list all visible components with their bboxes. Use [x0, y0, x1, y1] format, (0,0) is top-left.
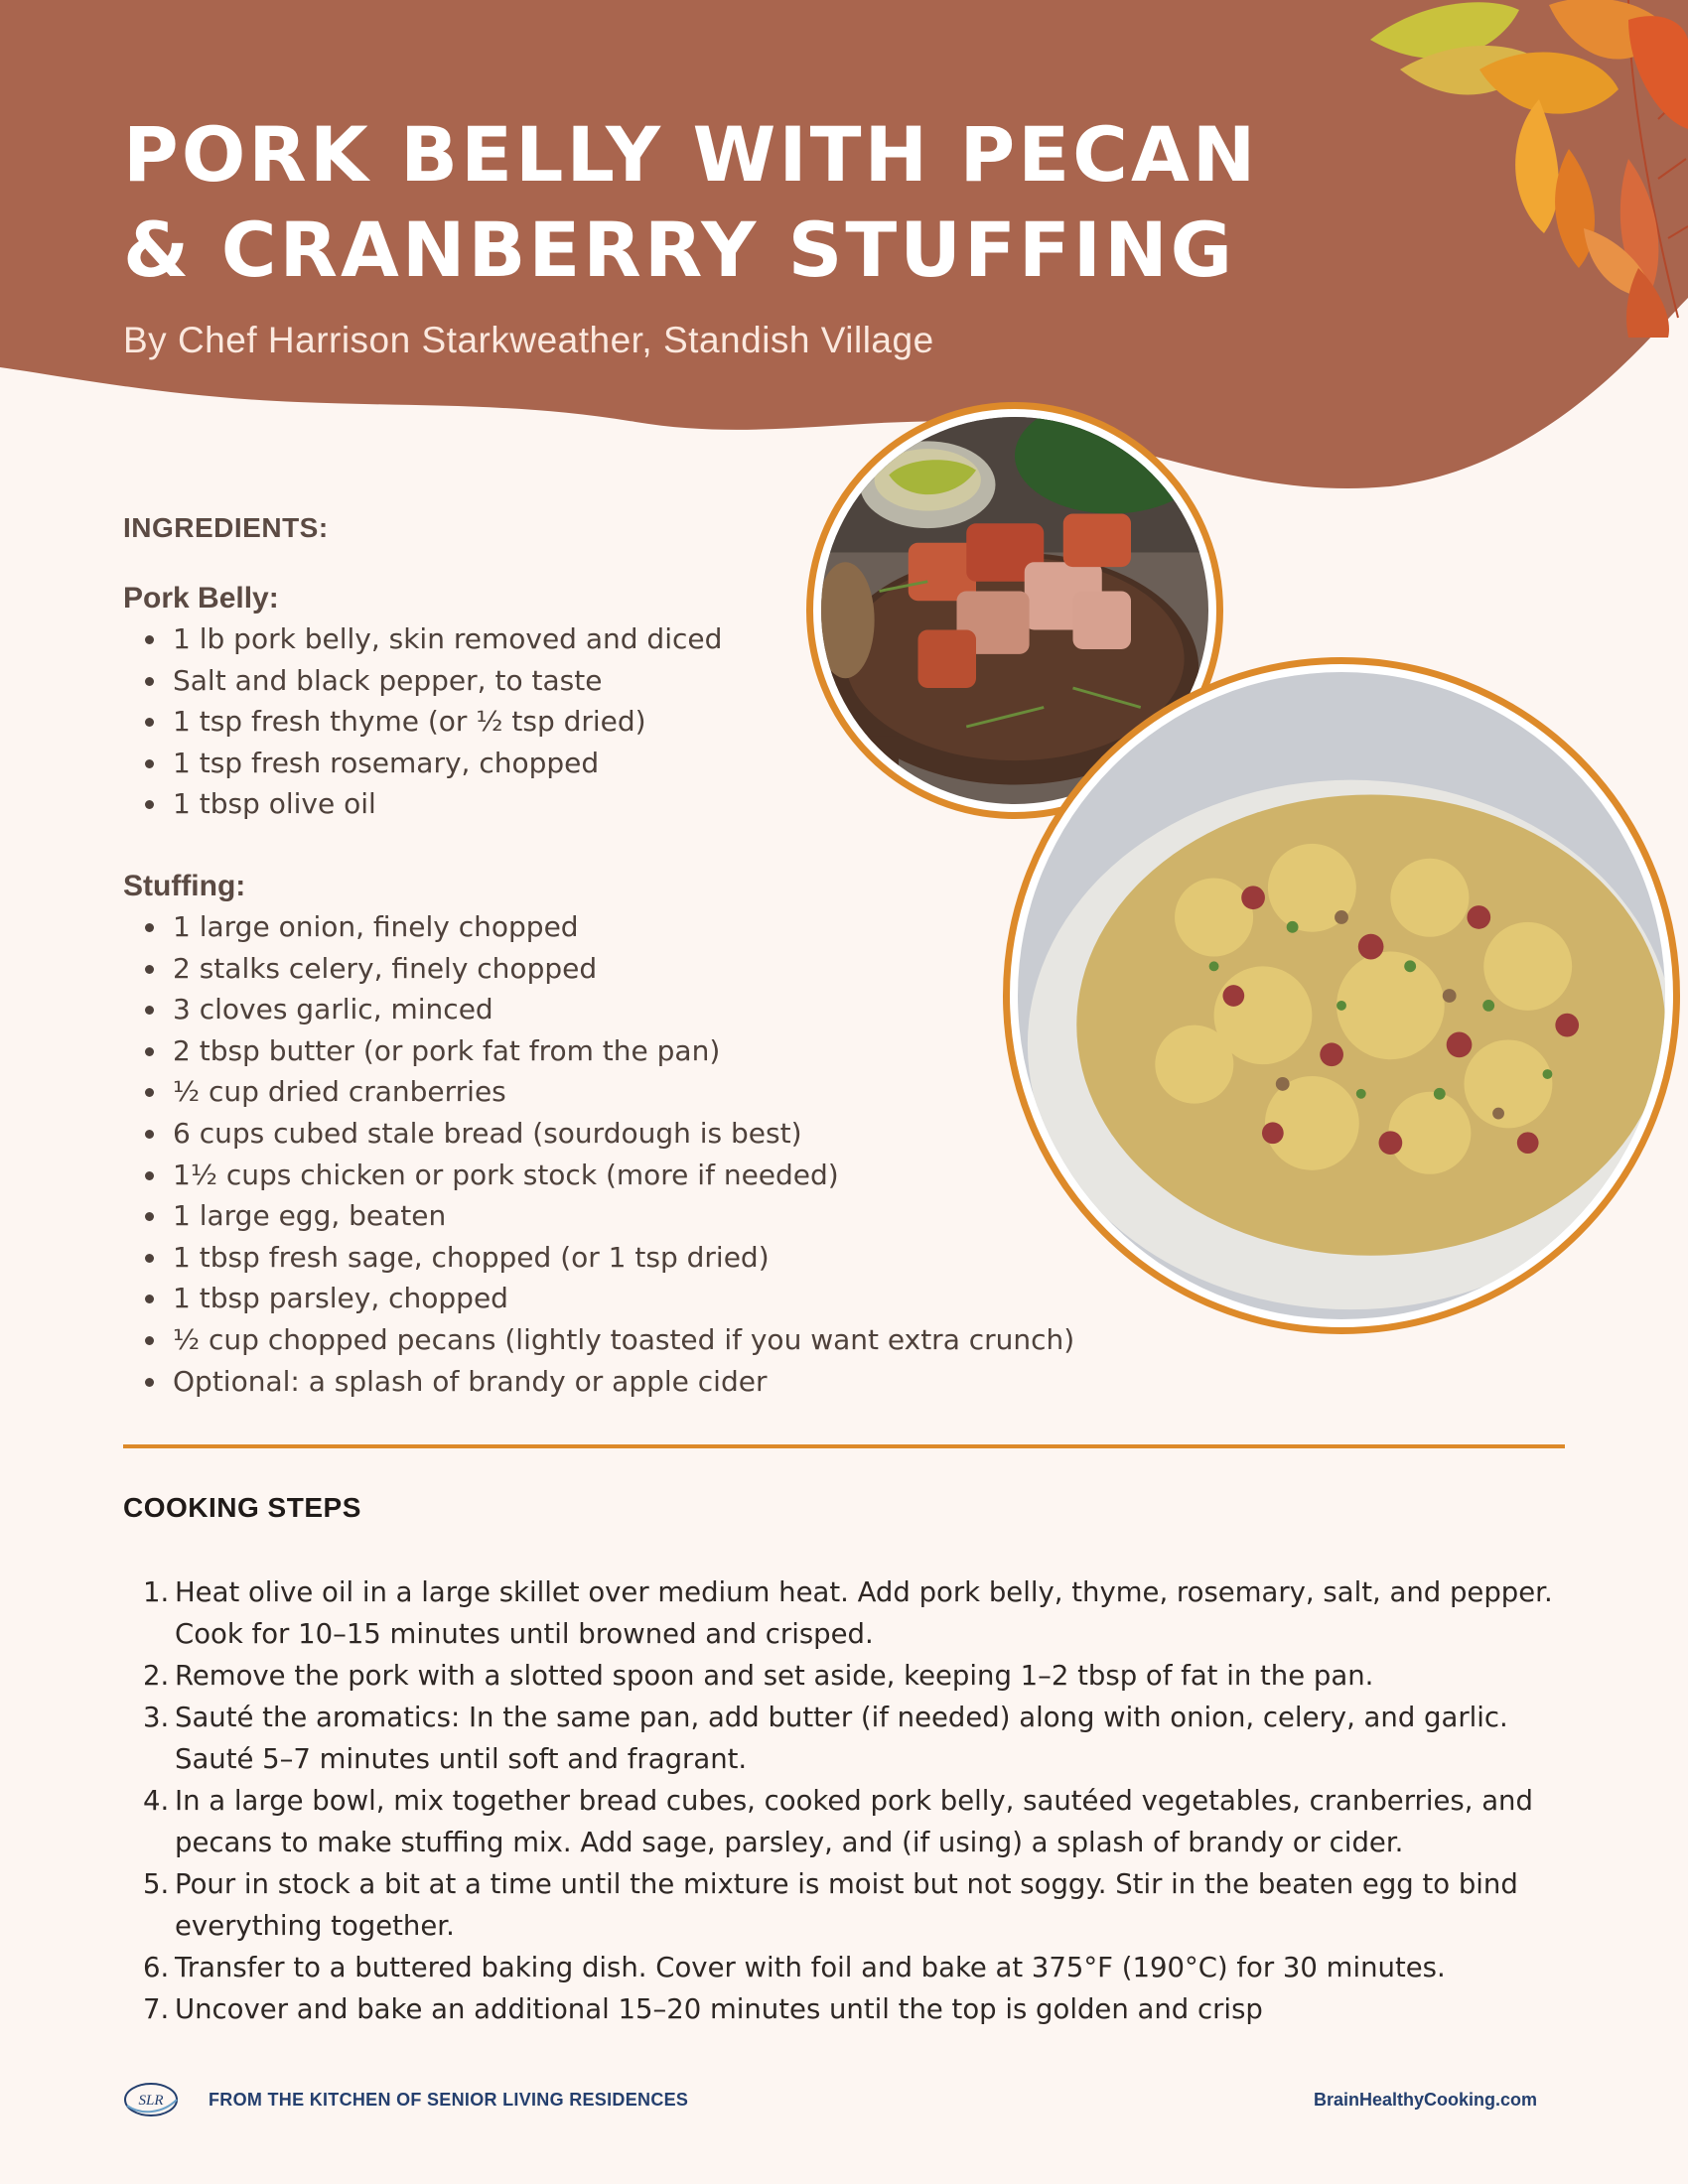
step-number: 3. [143, 1702, 170, 1733]
step-number: 2. [143, 1660, 170, 1692]
section-divider [123, 1444, 1565, 1448]
step-number: 7. [143, 1993, 170, 2025]
list-item: ½ cup chopped pecans (lightly toasted if you want extra crunch) [123, 1319, 1074, 1361]
list-item: 1 tsp fresh rosemary, chopped [123, 743, 722, 784]
list-item: 1 tbsp olive oil [123, 783, 722, 825]
list-item: 1 tbsp parsley, chopped [123, 1278, 1074, 1319]
slr-logo [123, 2080, 179, 2119]
step-item [143, 1697, 1593, 1780]
stuffing-heading: Stuffing: [123, 870, 246, 902]
list-item: Salt and black pepper, to taste [123, 660, 722, 702]
list-item: 2 stalks celery, finely chopped [123, 948, 1074, 990]
footer-website-link[interactable]: BrainHealthyCooking.com [1313, 2090, 1537, 2110]
step-item [143, 1655, 1593, 1697]
step-number: 4. [143, 1785, 170, 1817]
title-line-2: & CRANBERRY STUFFING [123, 205, 1236, 294]
list-item: 1 tbsp fresh sage, chopped (or 1 tsp dried) [123, 1237, 1074, 1279]
list-item: Optional: a splash of brandy or apple cider [123, 1361, 1074, 1403]
stuffing-ingredient-list [123, 906, 1074, 1402]
recipe-title [123, 107, 1513, 298]
pork-belly-heading: Pork Belly: [123, 582, 279, 614]
stuffing-photo [1003, 657, 1680, 1334]
step-item [143, 1863, 1593, 1947]
list-item: ½ cup dried cranberries [123, 1071, 1074, 1113]
list-item: 3 cloves garlic, minced [123, 989, 1074, 1030]
step-number: 5. [143, 1868, 170, 1900]
step-number: 1. [143, 1576, 170, 1608]
footer-kitchen-text: FROM THE KITCHEN OF SENIOR LIVING RESIDENCES [209, 2090, 689, 2110]
cooking-steps-list [143, 1571, 1593, 2030]
list-item: 2 tbsp butter (or pork fat from the pan) [123, 1030, 1074, 1072]
step-item [143, 1780, 1593, 1863]
list-item: 1½ cups chicken or pork stock (more if needed) [123, 1155, 1074, 1196]
list-item: 6 cups cubed stale bread (sourdough is best) [123, 1113, 1074, 1155]
pork-belly-ingredient-list [123, 618, 722, 825]
step-text: In a large bowl, mix together bread cubes, cooked pork belly, sautéed vegetables, cranberries, and pecans to make stuffing mix. Add sage, parsley, and (if using) a splash of brandy or cider. [175, 1785, 1533, 1858]
title-line-1: PORK BELLY WITH PECAN [123, 110, 1259, 199]
step-item [143, 1988, 1593, 2030]
step-text: Pour in stock a bit at a time until the mixture is moist but not soggy. Stir in the beaten egg to bind everything together. [175, 1868, 1518, 1942]
cooking-steps-heading: COOKING STEPS [123, 1492, 361, 1523]
step-text: Sauté the aromatics: In the same pan, add butter (if needed) along with onion, celery, and garlic. Sauté 5–7 minutes until soft and fragrant. [175, 1702, 1508, 1775]
ingredients-heading: INGREDIENTS: [123, 512, 329, 543]
list-item: 1 lb pork belly, skin removed and diced [123, 618, 722, 660]
list-item: 1 large onion, finely chopped [123, 906, 1074, 948]
step-text: Transfer to a buttered baking dish. Cover with foil and bake at 375°F (190°C) for 30 minutes. [175, 1952, 1446, 1983]
step-text: Heat olive oil in a large skillet over medium heat. Add pork belly, thyme, rosemary, salt, and pepper. Cook for 10–15 minutes until browned and crisped. [175, 1576, 1553, 1650]
step-text: Remove the pork with a slotted spoon and set aside, keeping 1–2 tbsp of fat in the pan. [175, 1660, 1374, 1692]
list-item: 1 large egg, beaten [123, 1195, 1074, 1237]
list-item: 1 tsp fresh thyme (or ½ tsp dried) [123, 701, 722, 743]
step-item [143, 1947, 1593, 1988]
step-number: 6. [143, 1952, 170, 1983]
step-text: Uncover and bake an additional 15–20 minutes until the top is golden and crisp [175, 1993, 1263, 2025]
step-item [143, 1571, 1593, 1655]
chef-byline: By Chef Harrison Starkweather, Standish Village [123, 320, 934, 360]
logo-text: SLR [138, 2093, 164, 2109]
